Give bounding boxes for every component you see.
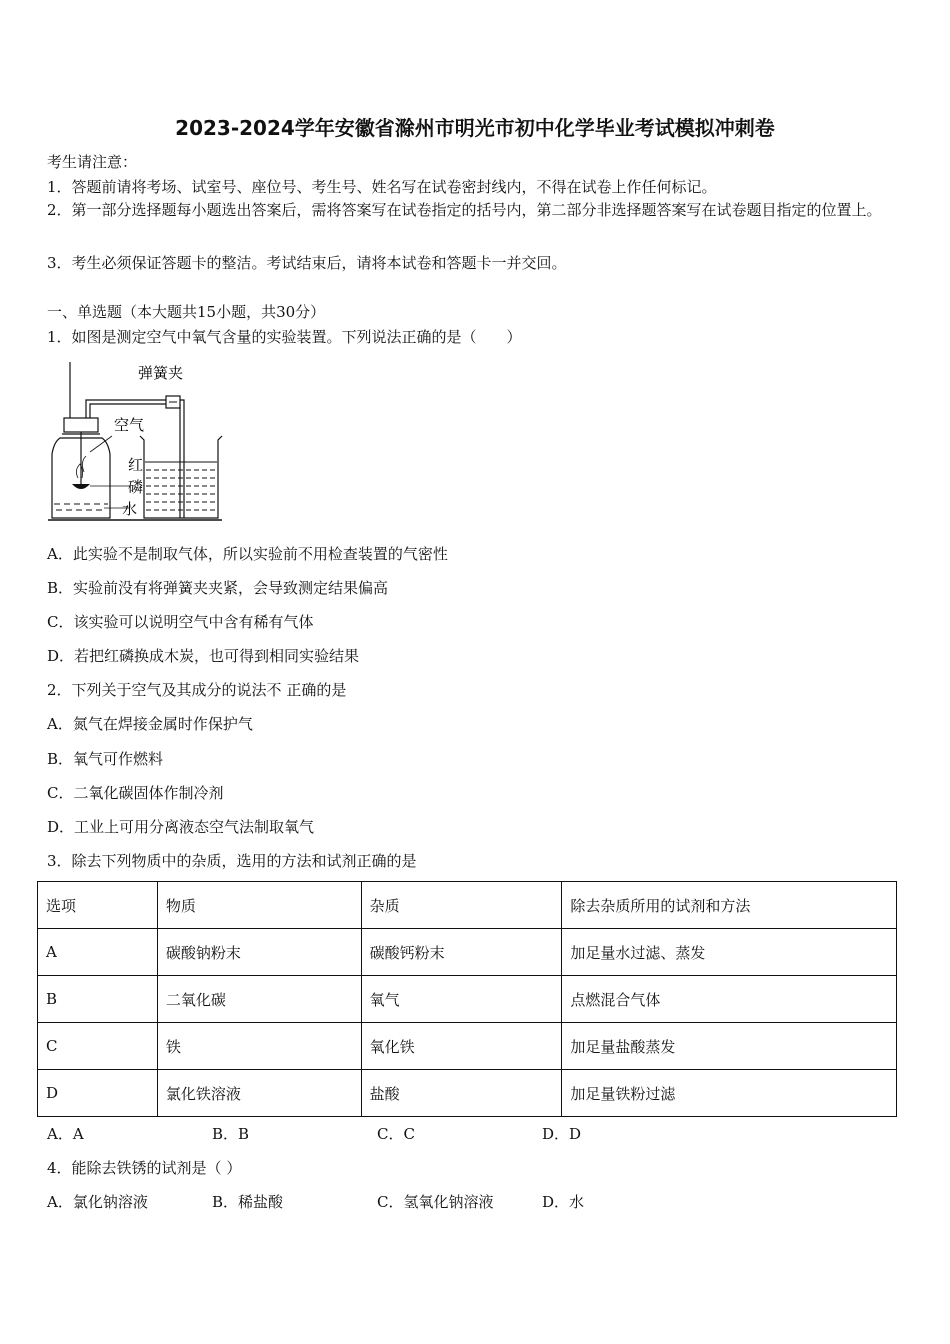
q4-option-a: A．氯化钠溶液 (47, 1193, 148, 1211)
table-cell: C (38, 1023, 158, 1070)
table-row (38, 929, 897, 976)
q4-option-d: D．水 (542, 1193, 585, 1211)
q3-option-d: D．D (542, 1125, 582, 1143)
table-cell: 碳酸钠粉末 (157, 929, 361, 976)
table-cell: 点燃混合气体 (562, 976, 897, 1023)
table-cell: 加足量盐酸蒸发 (562, 1023, 897, 1070)
q2-option-a: A．氮气在焊接金属时作保护气 (47, 715, 253, 733)
q2-option-d: D．工业上可用分离液态空气法制取氧气 (47, 818, 315, 836)
table-cell: B (38, 976, 158, 1023)
oxygen-experiment-diagram (44, 358, 234, 528)
table-header-cell: 选项 (38, 882, 158, 929)
table-cell: D (38, 1070, 158, 1117)
q1-stem: 1．如图是测定空气中氧气含量的实验装置。下列说法正确的是（ ） (47, 328, 522, 346)
table-cell: 氧气 (361, 976, 562, 1023)
table-cell: 二氧化碳 (157, 976, 361, 1023)
q1-option-d: D．若把红磷换成木炭，也可得到相同实验结果 (47, 647, 360, 665)
q4-option-c: C．氢氧化钠溶液 (377, 1193, 494, 1211)
beaker (140, 436, 222, 518)
table-cell: 加足量铁粉过滤 (562, 1070, 897, 1117)
notice-heading: 考生请注意： (47, 153, 138, 171)
q3-option-c: C．C (377, 1125, 415, 1143)
q3-table (37, 881, 897, 1117)
section-heading: 一、单选题（本大题共15小题，共30分） (47, 303, 326, 321)
q3-stem: 3．除去下列物质中的杂质，选用的方法和试剂正确的是 (47, 852, 417, 870)
table-header-cell: 除去杂质所用的试剂和方法 (562, 882, 897, 929)
page-title: 2023-2024学年安徽省滁州市明光市初中化学毕业考试模拟冲刺卷 (175, 116, 775, 140)
table-cell: 氧化铁 (361, 1023, 562, 1070)
q2-stem: 2．下列关于空气及其成分的说法不 正确的是 (47, 681, 347, 699)
notice-item-2: 2．第一部分选择题每小题选出答案后，需将答案写在试卷指定的括号内，第二部分非选择题答案写在试卷题目指定的位置上。 (47, 201, 882, 219)
q2-option-c: C．二氧化碳固体作制冷剂 (47, 784, 224, 802)
notice-item-3: 3．考生必须保证答题卡的整洁。考试结束后，请将本试卷和答题卡一并交回。 (47, 254, 567, 272)
table-row (38, 1023, 897, 1070)
table-cell: 盐酸 (361, 1070, 562, 1117)
q1-option-b: B．实验前没有将弹簧夹夹紧，会导致测定结果偏高 (47, 579, 389, 597)
label-red: 红 (128, 456, 144, 474)
table-cell: 氯化铁溶液 (157, 1070, 361, 1117)
table-row (38, 976, 897, 1023)
q3-option-a: A．A (47, 1125, 84, 1143)
table-cell: 碳酸钙粉末 (361, 929, 562, 976)
q1-option-a: A．此实验不是制取气体，所以实验前不用检查装置的气密性 (47, 545, 448, 563)
table-cell: 铁 (157, 1023, 361, 1070)
q1-option-c: C．该实验可以说明空气中含有稀有气体 (47, 613, 314, 631)
table-header-cell: 杂质 (361, 882, 562, 929)
q4-option-b: B．稀盐酸 (212, 1193, 284, 1211)
table-row (38, 1070, 897, 1117)
notice-item-1: 1．答题前请将考场、试室号、座位号、考生号、姓名写在试卷密封线内，不得在试卷上作任何标记。 (47, 178, 717, 196)
q2-option-b: B．氧气可作燃料 (47, 750, 164, 768)
table-header-cell: 物质 (157, 882, 361, 929)
q3-option-b: B．B (212, 1125, 250, 1143)
table-cell: A (38, 929, 158, 976)
label-air: 空气 (114, 416, 145, 434)
q4-stem: 4．能除去铁锈的试剂是（ ） (47, 1159, 242, 1177)
label-phosphorus: 磷 (128, 478, 144, 496)
table-cell: 加足量水过滤、蒸发 (562, 929, 897, 976)
label-clip: 弹簧夹 (138, 364, 184, 382)
label-water: 水 (122, 500, 138, 518)
table-header-row (38, 882, 897, 929)
